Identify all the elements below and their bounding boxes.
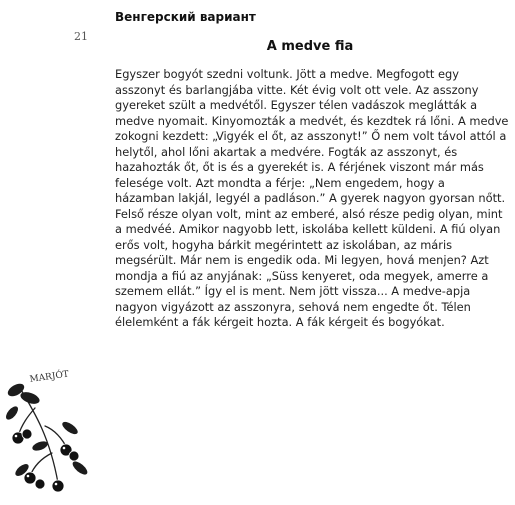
body-line: nagyon vigyázott az asszonyra, sehová nem engedte őt. Télen [115, 299, 471, 314]
section-title: Венгерский вариант [115, 10, 256, 24]
body-line: asszonyt és barlangjába vitte. Két évig volt ott vele. Az asszony [115, 82, 479, 97]
body-line: élelemként a fák kérgeit hozta. A fák kérgeit és bogyókat. [115, 315, 445, 329]
body-line: erős volt, hogyha bárkit megérintett az iskolában, az máris [115, 237, 453, 252]
body-line: szemem ellát.” Így el is ment. Nem jött vissza... A medve-apja [115, 284, 471, 298]
body-line: házamban lakjál, legyél a padláson.” A gyerek nagyon gyorsan nőtt. [115, 191, 506, 205]
page-number: 21 [74, 30, 88, 43]
body-line: mondja a fiú az anyjának: „Süss kenyeret, oda megyek, amerre a [115, 268, 489, 283]
body-line: a medvéé. Amikor nagyobb lett, iskolába kellett küldeni. A fiú olyan [115, 222, 501, 236]
body-line: medve nyomait. Kinyomozták a medvét, és kezdtek rá lőni. A medve [115, 113, 509, 128]
body-line: megsérült. Már nem is engedik oda. Mi legyen, hová menjen? Azt [115, 253, 489, 267]
decor-lettering [29, 368, 70, 385]
story-body [115, 67, 510, 331]
berry-branch-illustration [0, 358, 110, 498]
body-line: hazahozták őt, őt is és a gyerekét is. A férjének viszont már más [115, 160, 484, 174]
body-line: felesége volt. Azt mondta a férje: „Nem engedem, hogy a [115, 175, 445, 190]
body-line: zokogni kezdett: „Vigyék el őt, az asszonyt!” Ő nem volt távol attól a [115, 129, 507, 143]
story-title: A medve fia [266, 39, 354, 54]
body-line: Felső része olyan volt, mint az emberé, alsó része pedig olyan, mint [115, 206, 503, 221]
decor-lettering-text: MARJÓT [29, 369, 70, 385]
body-line: Egyszer bogyót szedni voltunk. Jött a medve. Megfogott egy [115, 67, 459, 81]
body-line: helytől, ahol lőni akartak a medvére. Fogták az asszonyt, és [115, 144, 458, 159]
body-line: gyereket szült a medvétől. Egyszer télen vadászok meglátták a [115, 98, 478, 112]
